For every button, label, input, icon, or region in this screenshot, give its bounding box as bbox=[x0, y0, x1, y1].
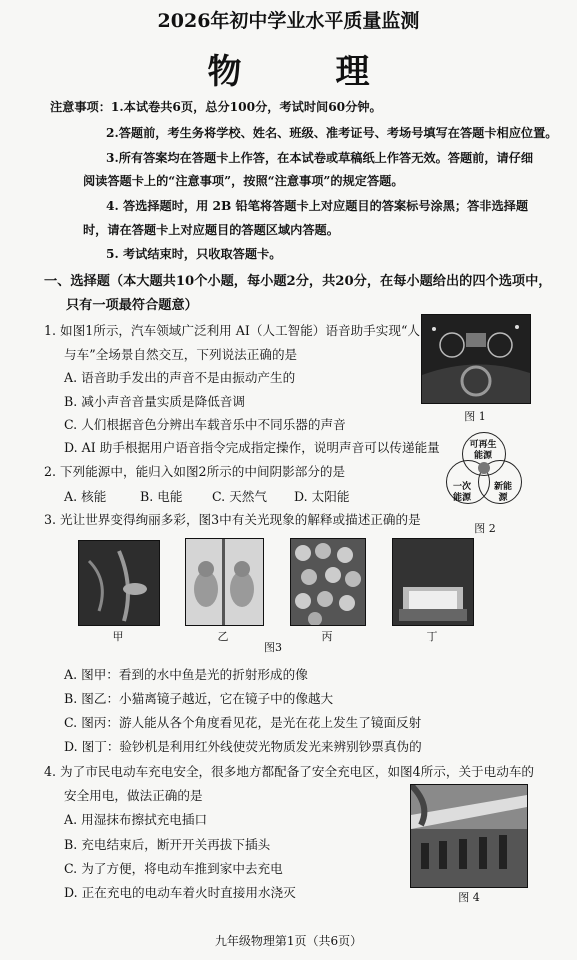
q2-stem: 2. 下列能源中，能归入如图2所示的中间阴影部分的是 bbox=[44, 464, 346, 479]
photo-bing-flowers bbox=[290, 538, 366, 626]
q1-stem-line-2: 与车”全场景自然交互，下列说法正确的是 bbox=[64, 347, 298, 362]
notice-line-2: 2.答题前，考生务将学校、姓名、班级、准考证号、考场号填写在答题卡相应位置。 bbox=[106, 126, 558, 140]
q3-option-a: A. 图甲：看到的水中鱼是光的折射形成的像 bbox=[64, 667, 308, 682]
photo-label-yi: 乙 bbox=[217, 630, 229, 643]
figure-4-caption: 图 4 bbox=[458, 891, 480, 904]
q4-stem-line-2: 安全用电，做法正确的是 bbox=[64, 788, 203, 803]
venn-shaded-center bbox=[478, 462, 490, 474]
page-footer: 九年级物理第1页（共6页） bbox=[214, 934, 363, 948]
q4-option-b: B. 充电结束后，断开开关再拔下插头 bbox=[64, 837, 271, 852]
q1-stem-line-1: 1. 如图1所示，汽车领域广泛利用 AI（人工智能）语音助手实现“人 bbox=[44, 323, 420, 338]
section-heading-line-2: 只有一项最符合题意） bbox=[66, 298, 198, 313]
notice-line-3: 3.所有答案均在答题卡上作答，在本试卷或草稿纸上作答无效。答题前，请仔细 bbox=[106, 151, 534, 165]
notice-line-6: 时，请在答题卡上对应题目的答题区域内答题。 bbox=[83, 223, 339, 237]
figure-4-photo bbox=[410, 784, 528, 888]
q2-option-c: C. 天然气 bbox=[212, 489, 267, 504]
charging-area-image bbox=[411, 785, 527, 887]
photo-ding-money-detector bbox=[392, 538, 474, 626]
cat-mirror-image bbox=[186, 539, 263, 625]
q2-option-b: B. 电能 bbox=[140, 489, 183, 504]
venn-label-left: 一次能源 bbox=[452, 482, 471, 503]
venn-label-top: 可再生能源 bbox=[469, 440, 497, 461]
q4-option-c: C. 为了方便，将电动车推到家中去充电 bbox=[64, 861, 283, 876]
figure-1-caption: 图 1 bbox=[464, 410, 486, 423]
q1-option-b: B. 减小声音音量实质是降低音调 bbox=[64, 394, 245, 409]
notice-line-5: 4. 答选择题时，用 2B 铅笔将答题卡上对应题目的答案标号涂黑；答非选择题 bbox=[106, 199, 529, 213]
q4-stem-line-1: 4. 为了市民电动车充电安全，很多地方都配备了安全充电区，如图4所示，关于电动车的 bbox=[44, 764, 535, 779]
notice-line-1: 注意事项：1.本试卷共6页，总分100分，考试时间60分钟。 bbox=[50, 100, 382, 114]
q1-option-d: D. AI 助手根据用户语音指令完成指定操作，说明声音可以传递能量 bbox=[64, 440, 440, 455]
exam-title: 2026年初中学业水平质量监测 bbox=[157, 10, 420, 32]
q2-option-a: A. 核能 bbox=[64, 489, 107, 504]
venn-label-right: 新能源 bbox=[493, 482, 512, 503]
q3-option-d: D. 图丁：验钞机是利用红外线使荧光物质发光来辨别钞票真伪的 bbox=[64, 739, 422, 754]
q4-option-d: D. 正在充电的电动车着火时直接用水浇灭 bbox=[64, 885, 296, 900]
flowers-image bbox=[291, 539, 365, 625]
figure-3-caption: 图3 bbox=[264, 641, 282, 654]
photo-label-jia: 甲 bbox=[112, 630, 124, 643]
photo-label-ding: 丁 bbox=[426, 630, 438, 643]
photo-label-bing: 丙 bbox=[321, 630, 333, 643]
q1-option-c: C. 人们根据音色分辨出车载音乐中不同乐器的声音 bbox=[64, 417, 346, 432]
photo-yi-cat-mirror bbox=[185, 538, 264, 626]
q3-option-b: B. 图乙：小猫离镜子越近，它在镜子中的像越大 bbox=[64, 691, 334, 706]
q2-option-d: D. 太阳能 bbox=[294, 489, 350, 504]
photo-jia-fish bbox=[78, 540, 160, 626]
subject-title: 物 理 bbox=[207, 52, 400, 92]
figure-1-photo bbox=[421, 314, 531, 404]
section-heading-line-1: 一、选择题（本大题共10个小题，每小题2分，共20分，在每小题给出的四个选项中， bbox=[44, 274, 552, 289]
notice-line-4: 阅读答题卡上的“注意事项”，按照“注意事项”的规定答题。 bbox=[83, 174, 404, 188]
q1-option-a: A. 语音助手发出的声音不是由振动产生的 bbox=[64, 370, 296, 385]
car-interior-image bbox=[422, 315, 530, 403]
q3-stem: 3. 光让世界变得绚丽多彩，图3中有关光现象的解释或描述正确的是 bbox=[44, 512, 421, 527]
money-detector-image bbox=[393, 539, 473, 625]
figure-2-caption: 图 2 bbox=[474, 522, 496, 535]
fish-in-water-image bbox=[79, 541, 159, 625]
q4-option-a: A. 用湿抹布擦拭充电插口 bbox=[64, 812, 208, 827]
q3-option-c: C. 图丙：游人能从各个角度看见花，是光在花上发生了镜面反射 bbox=[64, 715, 422, 730]
notice-line-7: 5. 考试结束时，只收取答题卡。 bbox=[106, 247, 282, 261]
